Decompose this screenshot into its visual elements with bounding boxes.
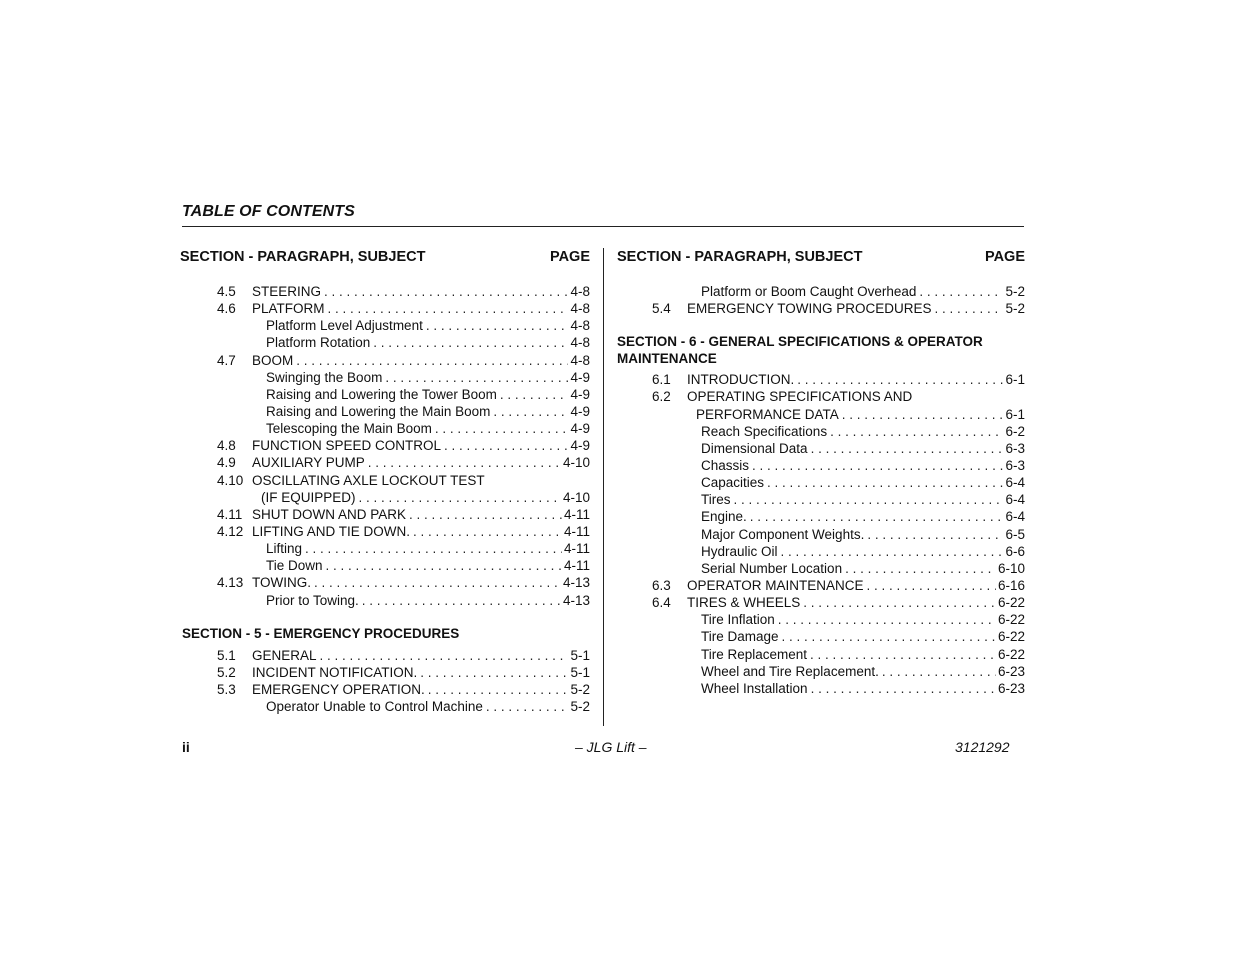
toc-row: [617, 560, 1025, 577]
toc-row: [180, 681, 590, 698]
toc-entry-title: (IF EQUIPPED): [261, 489, 356, 505]
toc-row: [180, 540, 590, 557]
toc-entry-title: Telescoping the Main Boom: [266, 421, 432, 437]
toc-paragraph-number: 5.2: [217, 664, 236, 680]
toc-entry-title: Serial Number Location: [701, 560, 843, 576]
dot-leader: [842, 406, 1004, 423]
section-5-heading: SECTION - 5 - EMERGENCY PROCEDURES: [182, 625, 460, 641]
toc-row: [617, 577, 1025, 594]
toc-page-number: 6-5: [1005, 526, 1025, 542]
toc-page-number: 4-13: [562, 592, 590, 608]
toc-page-number: 6-23: [997, 680, 1025, 696]
toc-page-number: 6-22: [997, 595, 1025, 611]
toc-row: [617, 594, 1025, 611]
toc-entry-title: Prior to Towing.: [266, 592, 359, 608]
dot-leader: [734, 491, 1004, 508]
section-6-heading: [617, 333, 1025, 367]
section-5-rows: [180, 647, 590, 716]
toc-row: [180, 369, 590, 386]
toc-row: [180, 352, 590, 369]
toc-paragraph-number: 4.8: [217, 438, 236, 454]
toc-paragraph-number: 5.1: [217, 647, 236, 663]
toc-row: [180, 472, 590, 489]
dot-leader: [385, 369, 568, 386]
left-toc-rows: [180, 283, 590, 609]
toc-row: [617, 663, 1025, 680]
toc-page-number: 4-8: [570, 318, 590, 334]
toc-page-number: 4-10: [562, 489, 590, 505]
toc-entry-title: Platform or Boom Caught Overhead: [701, 284, 917, 299]
toc-page-number: 6-10: [997, 560, 1025, 576]
toc-row: [180, 403, 590, 420]
toc-row: [617, 526, 1025, 543]
toc-entry-title: Platform Rotation: [266, 335, 371, 351]
toc-entry-title: Operator Unable to Control Machine: [266, 699, 483, 715]
left-column-header: [180, 246, 590, 268]
toc-entry-title: Raising and Lowering the Main Boom: [266, 403, 491, 419]
toc-row: [617, 611, 1025, 628]
dot-leader: [296, 352, 568, 369]
toc-paragraph-number: 5.3: [217, 681, 236, 697]
toc-row: [180, 437, 590, 454]
dot-leader: [810, 646, 996, 663]
toc-row: [617, 646, 1025, 663]
toc-row: [617, 628, 1025, 645]
dot-leader: [882, 663, 996, 680]
toc-page-number: 6-4: [1005, 492, 1025, 508]
toc-entry-title: PERFORMANCE DATA: [696, 406, 839, 422]
toc-page-number: 4-9: [570, 369, 590, 385]
toc-page-number: 6-6: [1005, 543, 1025, 559]
toc-entry-title: AUXILIARY PUMP: [252, 455, 365, 471]
toc-entry-title: Hydraulic Oil: [701, 543, 778, 559]
column-header-page: PAGE: [984, 249, 1025, 265]
dot-leader: [359, 489, 561, 506]
toc-row: [617, 388, 1025, 405]
toc-page-number: 4-11: [563, 558, 590, 574]
toc-page-number: 6-1: [1005, 406, 1025, 422]
toc-page-number: 4-11: [563, 541, 590, 557]
toc-entry-title: Chassis: [701, 457, 750, 473]
dot-leader: [767, 474, 1003, 491]
dot-leader: [314, 574, 561, 591]
dot-leader: [368, 454, 561, 471]
dot-leader: [486, 698, 569, 715]
dot-leader: [409, 506, 562, 523]
toc-page-number: 6-2: [1005, 423, 1025, 439]
dot-leader: [811, 440, 1004, 457]
toc-row: [180, 386, 590, 403]
toc-row: [180, 647, 590, 664]
toc-row: [617, 457, 1025, 474]
toc-entry-title: INTRODUCTION.: [687, 372, 795, 388]
toc-entry-title: Raising and Lowering the Tower Boom: [266, 386, 497, 402]
toc-page-number: 5-1: [570, 664, 590, 680]
toc-row: [180, 317, 590, 334]
toc-paragraph-number: 5.4: [652, 301, 671, 317]
toc-page-number: 6-22: [997, 646, 1025, 662]
toc-page-number: 4-8: [570, 284, 590, 299]
toc-entry-title: TIRES & WHEELS: [687, 595, 801, 611]
toc-row: [617, 300, 1025, 317]
dot-leader: [778, 611, 996, 628]
toc-paragraph-number: 4.5: [217, 284, 236, 299]
toc-paragraph-number: 4.11: [217, 506, 243, 522]
header-rule: [182, 226, 1024, 227]
toc-entry-title: INCIDENT NOTIFICATION.: [252, 664, 418, 680]
toc-row: [180, 283, 590, 300]
toc-page-number: 4-9: [570, 421, 590, 437]
dot-leader: [919, 283, 1003, 300]
dot-leader: [493, 403, 568, 420]
toc-row: [180, 454, 590, 471]
dot-leader: [324, 283, 568, 300]
dot-leader: [797, 371, 1003, 388]
dot-leader: [935, 300, 1004, 317]
toc-row: [180, 489, 590, 506]
right-toc-rows: [617, 283, 1025, 317]
toc-entry-title: Dimensional Data: [701, 440, 808, 456]
toc-page-number: 6-3: [1005, 440, 1025, 456]
toc-page-number: 5-2: [1005, 301, 1025, 317]
toc-page-number: 6-4: [1005, 475, 1025, 491]
toc-row: [617, 440, 1025, 457]
toc-entry-title: SHUT DOWN AND PARK: [252, 506, 407, 522]
dot-leader: [326, 557, 562, 574]
toc-page-number: 4-8: [570, 301, 590, 317]
toc-entry-title: Engine.: [701, 509, 747, 525]
dot-leader: [867, 526, 1003, 543]
toc-entry-title: Tire Damage: [701, 629, 779, 645]
toc-row: [180, 300, 590, 317]
toc-entry-title: Wheel Installation: [701, 680, 808, 696]
toc-row: [180, 664, 590, 681]
toc-page-number: 4-9: [570, 438, 590, 454]
section-6-rows: [617, 371, 1025, 697]
toc-entry-title: OPERATING SPECIFICATIONS AND: [687, 389, 913, 405]
dot-leader: [362, 592, 561, 609]
toc-page-number: 4-11: [563, 506, 590, 522]
dot-leader: [845, 560, 996, 577]
right-column: [617, 246, 1025, 697]
dot-leader: [426, 317, 569, 334]
dot-leader: [305, 540, 562, 557]
dot-leader: [500, 386, 569, 403]
dot-leader: [435, 420, 569, 437]
toc-page-number: 4-10: [562, 455, 590, 471]
column-divider: [603, 248, 604, 726]
dot-leader: [803, 594, 996, 611]
toc-entry-title: Major Component Weights.: [701, 526, 865, 542]
column-header-page: PAGE: [549, 249, 590, 265]
toc-paragraph-number: 4.10: [217, 472, 244, 488]
toc-row: [180, 523, 590, 540]
toc-page-number: 6-3: [1005, 457, 1025, 473]
section-6-heading-line2: MAINTENANCE: [617, 351, 717, 367]
column-header-label: SECTION - PARAGRAPH, SUBJECT: [617, 249, 863, 265]
dot-leader: [444, 437, 568, 454]
toc-entry-title: Lifting: [266, 541, 303, 557]
toc-entry-title: Tie Down: [266, 558, 323, 574]
toc-entry-title: Capacities: [701, 475, 765, 491]
toc-entry-title: TOWING.: [252, 575, 311, 591]
dot-leader: [420, 664, 568, 681]
toc-row: [617, 283, 1025, 300]
toc-row: [180, 557, 590, 574]
left-column: [180, 246, 590, 715]
toc-entry-title: EMERGENCY OPERATION.: [252, 681, 425, 697]
toc-entry-title: Platform Level Adjustment: [266, 318, 423, 334]
toc-entry-title: FUNCTION SPEED CONTROL: [252, 438, 442, 454]
column-header-label: SECTION - PARAGRAPH, SUBJECT: [180, 249, 426, 265]
toc-page-number: 6-23: [997, 663, 1025, 679]
toc-entry-title: PLATFORM: [252, 301, 325, 317]
toc-entry-title: Tire Replacement: [701, 646, 808, 662]
footer-brand: – JLG Lift –: [575, 739, 647, 755]
toc-entry-title: GENERAL: [252, 647, 317, 663]
toc-row: [617, 680, 1025, 697]
toc-page-number: 5-2: [570, 699, 590, 715]
toc-page-number: 6-4: [1005, 509, 1025, 525]
toc-page-number: 4-8: [570, 352, 590, 368]
toc-paragraph-number: 4.6: [217, 301, 236, 317]
toc-row: [180, 592, 590, 609]
toc-paragraph-number: 6.3: [652, 577, 671, 593]
toc-paragraph-number: 4.12: [217, 523, 244, 539]
dot-leader: [811, 680, 996, 697]
toc-page-number: 5-1: [570, 647, 590, 663]
toc-row: [617, 543, 1025, 560]
toc-page-number: 6-1: [1005, 372, 1025, 388]
toc-row: [617, 371, 1025, 388]
toc-entry-title: STEERING: [252, 284, 322, 299]
toc-paragraph-number: 4.7: [217, 352, 236, 368]
toc-entry-title: EMERGENCY TOWING PROCEDURES: [687, 301, 932, 317]
toc-entry-title: LIFTING AND TIE DOWN.: [252, 523, 411, 539]
toc-page-number: 5-2: [1005, 284, 1025, 299]
toc-page-number: 4-11: [563, 523, 590, 539]
toc-entry-title: Wheel and Tire Replacement.: [701, 663, 879, 679]
toc-page-number: 4-13: [562, 575, 590, 591]
dot-leader: [750, 508, 1004, 525]
toc-row: [617, 474, 1025, 491]
toc-paragraph-number: 6.2: [652, 389, 671, 405]
section-6-heading-line1: SECTION - 6 - GENERAL SPECIFICATIONS & OPERATOR: [617, 334, 983, 350]
toc-row: [180, 574, 590, 591]
toc-row: [180, 420, 590, 437]
toc-paragraph-number: 6.1: [652, 372, 671, 388]
toc-entry-title: Swinging the Boom: [266, 369, 383, 385]
dot-leader: [328, 300, 569, 317]
toc-page-number: 6-22: [997, 629, 1025, 645]
right-column-header: [617, 246, 1025, 268]
toc-page-number: 4-8: [570, 335, 590, 351]
footer-doc-number: 3121292: [955, 739, 1010, 755]
page-title: TABLE OF CONTENTS: [182, 203, 355, 220]
toc-row: [180, 334, 590, 351]
footer-page-number: ii: [182, 739, 190, 755]
dot-leader: [320, 647, 569, 664]
toc-paragraph-number: 4.13: [217, 575, 244, 591]
toc-row: [180, 698, 590, 715]
dot-leader: [373, 334, 568, 351]
toc-row: [617, 491, 1025, 508]
toc-page-number: 4-9: [570, 403, 590, 419]
dot-leader: [867, 577, 996, 594]
toc-entry-title: OPERATOR MAINTENANCE: [687, 577, 864, 593]
toc-entry-title: Tires: [701, 492, 731, 508]
toc-page-number: 4-9: [570, 386, 590, 402]
toc-entry-title: BOOM: [252, 352, 294, 368]
dot-leader: [781, 543, 1004, 560]
toc-entry-title: OSCILLATING AXLE LOCKOUT TEST: [252, 472, 485, 488]
toc-entry-title: Reach Specifications: [701, 423, 828, 439]
toc-page-number: 5-2: [570, 681, 590, 697]
toc-row: [180, 506, 590, 523]
toc-page-number: 6-16: [997, 577, 1025, 593]
dot-leader: [752, 457, 1003, 474]
dot-leader: [782, 628, 996, 645]
toc-row: [617, 508, 1025, 525]
toc-paragraph-number: 4.9: [217, 455, 236, 471]
toc-paragraph-number: 6.4: [652, 595, 671, 611]
dot-leader: [428, 681, 569, 698]
toc-row: [617, 423, 1025, 440]
dot-leader: [413, 523, 562, 540]
toc-page-number: 6-22: [997, 612, 1025, 628]
toc-entry-title: Tire Inflation: [701, 612, 775, 628]
dot-leader: [830, 423, 1003, 440]
toc-row: [617, 406, 1025, 423]
